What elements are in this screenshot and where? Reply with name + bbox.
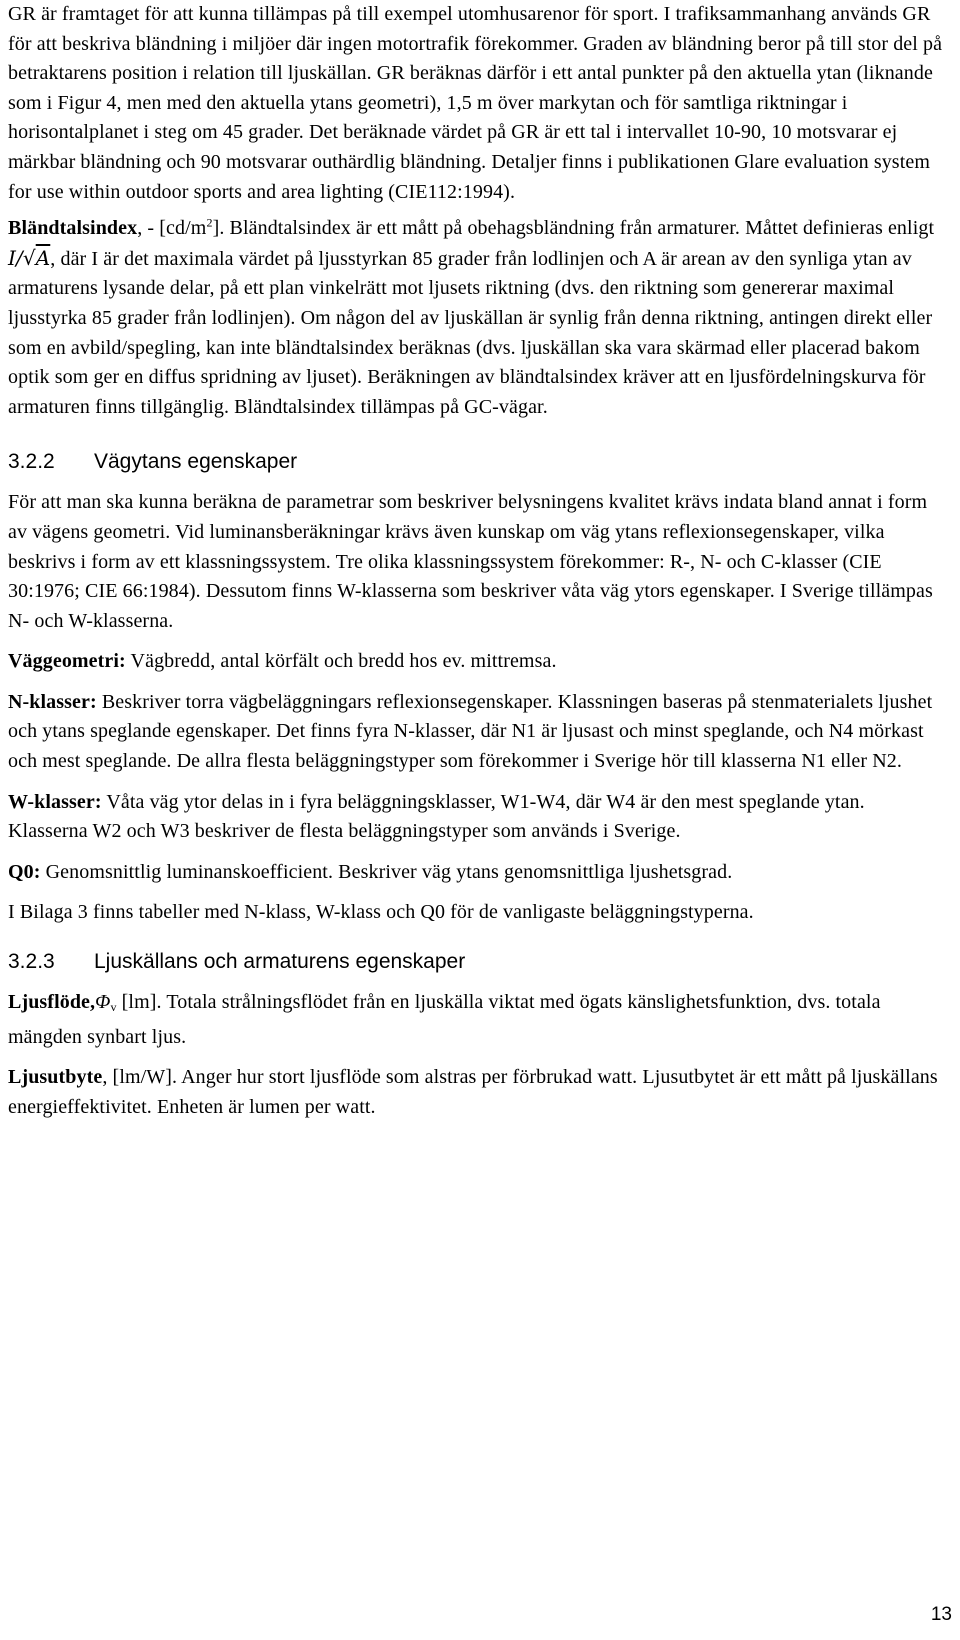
term-w-classes: W-klasser: [8,790,102,813]
paragraph-road-geometry [8,647,948,677]
document-page [8,0,948,1122]
luminous-efficacy-text: , [lm/W]. Anger hur stort ljusflöde som alstras per förbrukad watt. Ljusutbytet är ett mått på ljuskällans energieffektivitet. Enheten är lumen per watt. [8,1066,938,1118]
section-heading-light-source [8,950,948,974]
paragraph-q0 [8,858,948,888]
formula-numerator: I [8,245,17,270]
paragraph-n-classes [8,688,948,777]
term-q0: Q0: [8,860,41,883]
glare-index-text: , där I är det maximala värdet på ljusstyrkan 85 grader från lodlinjen och A är arean av den synliga ytan av armaturens lysande delar, på ett plan vinkelrätt mot ljusets riktning (dvs. den riktning som genererar maximal ljusstyrka 85 grader från lodlinjen). Om någon del av ljuskällan är synlig från denna riktning, antingen direkt eller som en avbild/spegling, kan inte bländtalsindex beräknas (dvs. ljuskällan ska vara skärmad eller placerad bakom optik som ger en diffus spridning av ljuset). Beräkningen av bländtalsindex kräver att en ljusfördelningskurva för armaturen finns tillgänglig. Bländtalsindex tillämpas på GC-vägar. [8,247,933,418]
paragraph-glare-rating: GR är framtaget för att kunna tillämpas på till exempel utomhusarenor för sport. I trafiksammanhang används GR för att beskriva bländning i miljöer där ingen motortrafik förekommer. Graden av bländning beror på till stor del på betraktarens position i relation till ljuskällan. GR beräknas därför i ett antal punkter på den aktuella ytan (liknande som i Figur 4, men med den aktuella ytans geometri), 1,5 m över markytan och för samtliga riktningar i horisontalplanet i steg om 45 grader. Det beräknade värdet på GR är ett tal i intervallet 10-90, 10 motsvarar ej märkbar bländning och 90 motsvarar outhärdlig bländning. Detaljer finns i publikationen Glare evaluation system for use within outdoor sports and area lighting (CIE112:1994). [8,3,943,203]
paragraph-w-classes [8,788,948,847]
q0-text: Genomsnittlig luminanskoefficient. Beskriver väg ytans genomsnittliga ljushetsgrad. [40,860,733,883]
paragraph-luminous-efficacy [8,1063,948,1122]
section-title: Vägytans egenskaper [94,450,298,474]
section-title: Ljuskällans och armaturens egenskaper [94,950,466,974]
n-classes-text: Beskriver torra vägbeläggningars reflexionsegenskaper. Klassningen baseras på stenmaterialets ljushet och ytans speglande egenskaper. Det finns fyra N-klasser, där N1 är ljusast och minst speglande, och N4 mörkast och mest speglande. De allra flesta beläggningstyper som förekommer i Sverige hör till klasserna N1 eller N2. [8,690,933,773]
formula [8,246,50,270]
unit-prefix: , - [cd/m [137,217,207,240]
phi-subscript: v [110,1000,117,1015]
formula-root-sign: √ [22,245,36,270]
term-road-geometry: Väggeometri: [8,650,126,673]
paragraph-road-surface-intro: För att man ska kunna beräkna de parametrar som beskriver belysningens kvalitet krävs indata bland annat i form av vägens geometri. Vid luminansberäkningar krävs även kunskap om väg ytans reflexionsegenskaper, vilka beskrivs i form av ett klassningssystem. Tre olika klassningssystem förekommer: R-, N- och C-klasser (CIE 30:1976; CIE 66:1984). Dessutom finns W-klasserna som beskriver våta väg ytors egenskaper. I Sverige tillämpas N- och W-klasserna. [8,491,933,632]
w-classes-text: Våta väg ytor delas in i fyra beläggningsklasser, W1-W4, där W4 är den mest speglande ytan. Klasserna W2 och W3 beskriver de flesta beläggningstyper som används i Sverige. [8,790,865,843]
section-number: 3.2.3 [8,950,55,974]
term-n-classes: N-klasser: [8,690,97,713]
paragraph-luminous-flux [8,988,948,1052]
unit-superscript: 2 [206,215,213,230]
paragraph-glare-index [8,214,948,422]
paragraph-appendix-ref: I Bilaga 3 finns tabeller med N-klass, W-klass och Q0 för de vanligaste beläggningstyperna. [8,901,754,924]
formula-slash: / [16,245,23,270]
term-luminous-efficacy: Ljusutbyte [8,1066,103,1089]
page-number: 13 [930,1604,952,1625]
term-glare-index: Bländtalsindex [8,217,138,240]
section-number: 3.2.2 [8,450,55,474]
road-geometry-text: Vägbredd, antal körfält och bredd hos ev. mittremsa. [125,650,557,673]
phi-symbol: Φ [95,991,111,1014]
formula-denominator: A [35,245,51,270]
term-luminous-flux: Ljusflöde, [8,991,96,1014]
section-heading-road-surface [8,450,948,474]
luminous-flux-text: [lm]. Totala strålningsflödet från en ljuskälla viktat med ögats känslighetsfunktion, dvs. totala mängden synbart ljus. [8,991,881,1048]
glare-index-definition: ]. Bländtalsindex är ett mått på obehagsbländning från armaturer. Måttet definieras enligt [212,217,935,240]
